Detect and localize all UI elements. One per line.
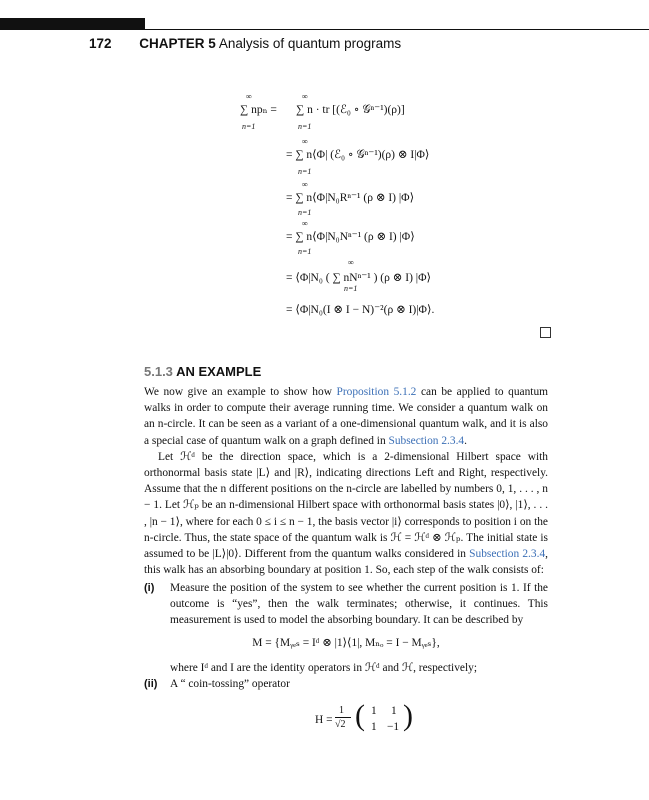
- sum-lower-limit: n=1: [298, 247, 312, 256]
- matrix-cell: −1: [387, 721, 400, 733]
- section-heading: [144, 364, 261, 379]
- sum-lower-limit: n=1: [298, 167, 312, 176]
- paragraph-1: [144, 384, 548, 449]
- list-item-2: [144, 676, 548, 692]
- sum-upper-limit: ∞: [348, 258, 354, 267]
- fraction-numerator: 1: [339, 705, 344, 716]
- matrix-cell: 1: [371, 705, 377, 717]
- measurement-formula: M = {Mᵧₑₛ = Iᵈ ⊗ |1⟩⟨1|, Mₙₒ = I − Mᵧₑₛ},: [252, 637, 440, 649]
- list-item-1-continued: [144, 660, 548, 676]
- sum-lower-limit: n=1: [298, 122, 312, 131]
- subsection-link[interactable]: Subsection 2.3.4: [469, 548, 546, 561]
- paragraph-text: .: [464, 434, 467, 447]
- matrix-right-paren: ): [403, 699, 413, 732]
- paragraph-text: can be applied to quantum walks in order to compute their average running time. We consider a quantum walk on an n-circle. It can be seen as a variant of a one-dimensional quantum walk, and it is also a special case of quantum walk on a graph defined in: [144, 386, 549, 447]
- list-item-label: (ii): [144, 678, 158, 690]
- body-text: [144, 384, 548, 578]
- subsection-link[interactable]: Subsection 2.3.4: [388, 434, 465, 447]
- paragraph-text: We now give an example to show how: [144, 386, 337, 398]
- equation-line-1-rhs: ∑ n · tr [(ℰ₀ ∘ 𝒢ⁿ⁻¹)(ρ)]: [296, 104, 405, 116]
- equation-line-3: = ∑ n⟨Φ|N₀Rⁿ⁻¹ (ρ ⊗ I) |Φ⟩: [286, 192, 415, 204]
- sum-upper-limit: ∞: [302, 92, 308, 101]
- equation-line-2: = ∑ n⟨Φ| (ℰ₀ ∘ 𝒢ⁿ⁻¹)(ρ) ⊗ I|Φ⟩: [286, 149, 430, 161]
- list-item-1: [144, 580, 548, 629]
- chapter-label: CHAPTER 5: [139, 36, 216, 51]
- sum-upper-limit: ∞: [302, 180, 308, 189]
- fraction-denominator: √2: [335, 719, 346, 730]
- equation-line-5: = ⟨Φ|N₀ ( ∑ nNⁿ⁻¹ ) (ρ ⊗ I) |Φ⟩: [286, 272, 431, 284]
- paragraph-2: [144, 449, 548, 579]
- list-item-text: A “ coin-tossing” operator: [170, 678, 290, 690]
- sum-lower-limit: n=1: [298, 208, 312, 217]
- section-number: 5.1.3: [144, 364, 173, 379]
- sum-upper-limit: ∞: [302, 137, 308, 146]
- sum-lower-limit: n=1: [242, 122, 256, 131]
- equation-line-1-lhs: ∑ npₙ =: [240, 104, 277, 116]
- formula-lhs: H =: [315, 714, 333, 726]
- running-header: [89, 36, 401, 51]
- section-title: AN EXAMPLE: [176, 364, 262, 379]
- fraction-bar: [335, 717, 351, 718]
- header-bar: [0, 18, 145, 29]
- end-of-proof-square: [540, 327, 551, 338]
- equation-line-4: = ∑ n⟨Φ|N₀Nⁿ⁻¹ (ρ ⊗ I) |Φ⟩: [286, 231, 415, 243]
- equation-block: [240, 92, 480, 322]
- list-item-text: Measure the position of the system to see whether the current position is 1. If the outcome is “yes”, then the walk terminates; otherwise, it continues. This measurement is used to model the absorbing boundary. It can be described by: [170, 582, 548, 627]
- sum-upper-limit: ∞: [246, 92, 252, 101]
- equation-line-6: = ⟨Φ|N₀(I ⊗ I − N)⁻²(ρ ⊗ I)|Φ⟩.: [286, 304, 435, 316]
- chapter-title: Analysis of quantum programs: [218, 36, 402, 51]
- page-number: 172: [89, 36, 112, 51]
- list-item-label: (i): [144, 582, 155, 594]
- paragraph-text: , this walk has an absorbing boundary at position 1. So, each step of the walk consists of:: [144, 548, 548, 577]
- matrix-cell: 1: [371, 721, 377, 733]
- list-item-text: where Iᵈ and I are the identity operators in ℋᵈ and ℋ, respectively;: [170, 662, 477, 674]
- matrix-left-paren: (: [355, 699, 365, 732]
- paragraph-text: Let ℋᵈ be the direction space, which is a 2-dimensional Hilbert space with orthonormal basis state |L⟩ and |R⟩, indicating directions Left and Right, respectively. Assume that the n different positions on the n-circle are labelled by numbers 0, 1, . . . , n − 1. Let ℋₚ be an n-dimensional Hilbert space with orthonormal basis states |0⟩, |1⟩, . . . , |n − 1⟩, where for each 0 ≤ i ≤ n − 1, the basis vector |i⟩ corresponds to position i on the n-circle. Thus, the state space of the quantum walk is ℋ = ℋᵈ ⊗ ℋₚ. The initial state is assumed to be |L⟩|0⟩. Different from the quantum walks considered in: [144, 450, 548, 561]
- sum-upper-limit: ∞: [302, 219, 308, 228]
- header-rule: [0, 29, 649, 30]
- matrix-cell: 1: [391, 705, 397, 717]
- sum-lower-limit: n=1: [344, 284, 358, 293]
- proposition-link[interactable]: Proposition 5.1.2: [336, 386, 417, 398]
